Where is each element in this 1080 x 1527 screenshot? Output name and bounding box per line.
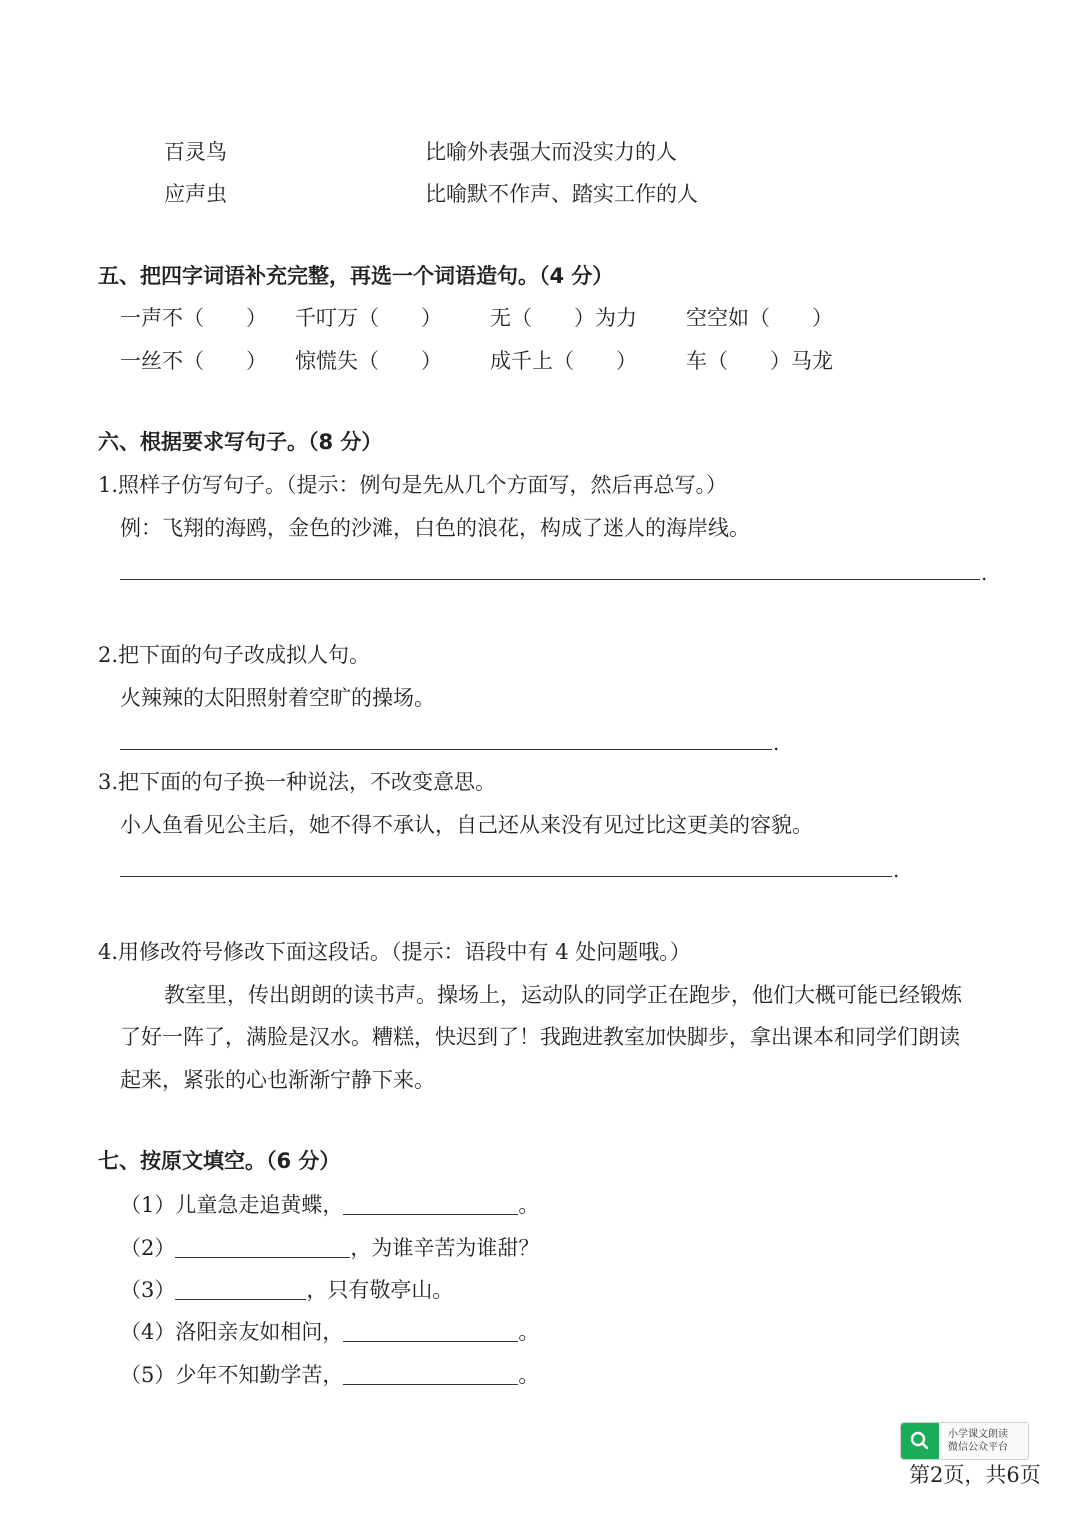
answer-line-2[interactable] [120,749,772,750]
idiom-3: 无（ ）为力 [490,306,637,330]
fill-item-text: 洛阳亲友如相问， [175,1320,344,1344]
fill-item-4 [120,1321,539,1343]
section-5-heading: 五、把四字词语补充完整，再选一个词语造句。（4 分） [98,264,614,288]
section-7-heading: 七、按原文填空。（6 分） [98,1149,341,1173]
question-2-sentence: 火辣辣的太阳照射着空旷的操场。 [120,686,435,710]
fill-item-number: （3） [120,1278,176,1302]
watermark-line-1: 小学课文朗读 [948,1429,1008,1440]
fill-item-number: （5） [120,1363,176,1387]
fill-blank[interactable] [343,1364,518,1385]
fill-blank[interactable] [175,1279,306,1300]
section-6-heading: 六、根据要求写句子。（8 分） [98,430,383,454]
paragraph-line-3: 起来，紧张的心也渐渐宁静下来。 [120,1068,435,1092]
fill-item-number: （1） [120,1193,176,1217]
fill-blank[interactable] [343,1321,518,1342]
fill-blank[interactable] [175,1237,350,1258]
paragraph-line-2: 了好一阵了，满脸是汉水。糟糕，快迟到了！我跑进教室加快脚步，拿出课本和同学们朗读 [120,1025,960,1049]
idiom-6: 惊慌失（ ） [295,349,442,373]
match-right-2: 比喻默不作声、踏实工作的人 [425,182,698,206]
question-4: 4.用修改符号修改下面这段话。（提示：语段中有 4 处问题哦。） [98,940,691,964]
fill-item-text: 儿童急走追黄蝶， [175,1193,344,1217]
fill-item-3 [120,1279,453,1301]
match-left-2: 应声虫 [164,182,227,206]
fill-item-text: 少年不知勤学苦， [175,1363,344,1387]
paragraph-line-1: 教室里，传出朗朗的读书声。操场上，运动队的同学正在跑步，他们大概可能已经锻炼 [164,983,962,1007]
match-left-1: 百灵鸟 [164,140,227,164]
match-right-1: 比喻外表强大而没实力的人 [425,140,677,164]
search-icon [901,1423,939,1459]
answer-line-3[interactable] [120,876,892,877]
answer-line-1-period: . [981,561,988,585]
fill-item-number: （2） [120,1236,176,1260]
answer-line-3-period: . [893,858,900,882]
fill-item-number: （4） [120,1320,176,1344]
idiom-7: 成千上（ ） [490,349,637,373]
idiom-2: 千叮万（ ） [295,306,442,330]
answer-line-1[interactable] [120,579,980,580]
question-2: 2.把下面的句子改成拟人句。 [98,643,371,667]
fill-item-1 [120,1194,539,1216]
question-1: 1.照样子仿写句子。（提示：例句是先从几个方面写，然后再总写。） [98,473,728,497]
question-3: 3.把下面的句子换一种说法，不改变意思。 [98,770,497,794]
idiom-8: 车（ ）马龙 [686,349,833,373]
fill-item-suffix: 。 [518,1363,540,1387]
fill-blank[interactable] [343,1194,518,1215]
idiom-4: 空空如（ ） [686,306,833,330]
watermark-line-2: 微信公众平台 [948,1442,1008,1453]
fill-item-suffix: 。 [518,1193,540,1217]
page-number: 第2页，共6页 [909,1463,1041,1487]
fill-item-suffix: ，只有敬亭山。 [306,1278,454,1302]
idiom-1: 一声不（ ） [120,306,267,330]
idiom-5: 一丝不（ ） [120,349,267,373]
question-1-example: 例：飞翔的海鸥，金色的沙滩，白色的浪花，构成了迷人的海岸线。 [120,516,750,540]
question-3-sentence: 小人鱼看见公主后，她不得不承认，自己还从来没有见过比这更美的容貌。 [120,813,813,837]
fill-item-2 [120,1237,539,1259]
fill-item-5 [120,1364,539,1386]
answer-line-2-period: . [773,731,780,755]
fill-item-suffix: 。 [518,1320,540,1344]
fill-item-suffix: ，为谁辛苦为谁甜？ [350,1236,540,1260]
watermark-badge [900,1422,1029,1460]
